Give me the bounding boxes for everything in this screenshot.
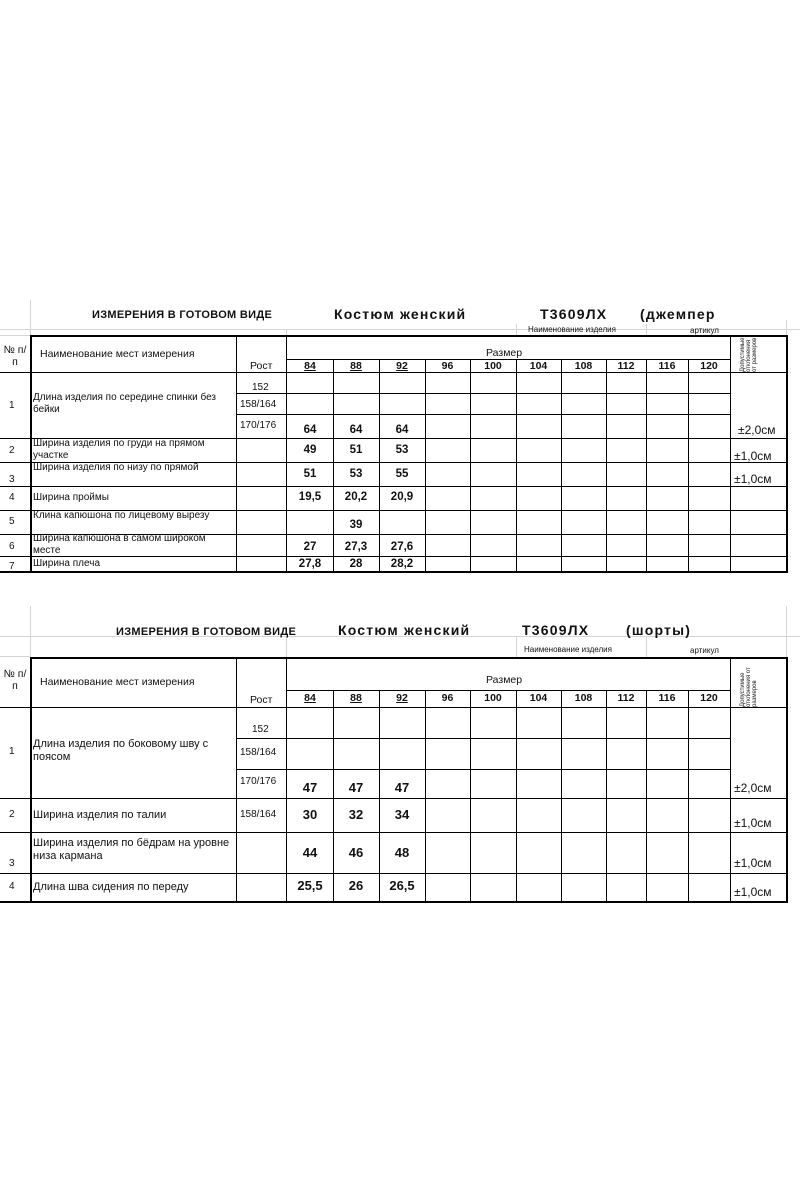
measure-value: 47: [302, 780, 318, 795]
measure-value: 27,3: [344, 541, 368, 553]
measure-value: 34: [394, 807, 410, 822]
measure-value: 25,5: [297, 878, 323, 893]
header-size: Размер: [486, 674, 523, 686]
measure-value: 51: [349, 444, 363, 456]
size-header: 84: [304, 360, 316, 372]
size-header: 100: [484, 692, 502, 704]
product-name: Костюм женский: [334, 306, 467, 322]
measure-value: 55: [395, 468, 409, 480]
measure-value: 19,5: [298, 491, 322, 503]
measure-name: Ширина изделия по бёдрам на уровне низа кармана: [33, 837, 230, 862]
measure-value: 64: [395, 424, 409, 436]
measure-value: 28,2: [390, 558, 414, 570]
label-article: артикул: [690, 326, 719, 335]
size-header: 120: [700, 692, 718, 704]
measure-value: 20,2: [344, 491, 368, 503]
measure-value: 30: [302, 807, 318, 822]
measure-value: 27: [303, 541, 317, 553]
product-article: Т3609ЛХ: [522, 622, 590, 638]
row-number: 4: [9, 881, 15, 892]
size-header: 108: [574, 360, 593, 372]
tolerance-value: ±1,0см: [734, 885, 772, 899]
measure-value: 28: [349, 558, 363, 570]
size-header: 84: [304, 692, 316, 704]
height-value: 158/164: [240, 809, 277, 820]
row-number: 3: [9, 474, 15, 485]
measure-value: 32: [348, 807, 364, 822]
measure-name: Ширина изделия по талии: [33, 809, 167, 821]
size-header: 116: [658, 692, 676, 704]
measure-name: Клина капюшона по лицевому вырезу: [33, 510, 210, 521]
measure-value: 46: [348, 845, 364, 860]
height-value: 170/176: [240, 776, 277, 787]
header-tolerance: Допустимые отклонения от размеров: [740, 667, 758, 707]
measure-value: 48: [394, 845, 410, 860]
header-number: № п/п: [3, 344, 27, 369]
measure-name: Ширина изделия по груди на прямом участке: [33, 438, 205, 461]
measure-name: Ширина изделия по низу по прямой: [33, 462, 199, 473]
height-value: 152: [252, 724, 269, 735]
row-number: 5: [9, 516, 15, 527]
row-number: 7: [9, 561, 15, 572]
row-number: 2: [9, 445, 15, 456]
label-product-name: Наименование изделия: [528, 325, 616, 334]
measure-value: 47: [348, 780, 364, 795]
measure-value: 26,5: [389, 878, 415, 893]
product-name: Костюм женский: [338, 622, 471, 638]
tolerance-value: ±2,0см: [738, 423, 776, 437]
measure-value: 53: [395, 444, 409, 456]
height-value: 158/164: [240, 747, 277, 758]
measure-name: Ширина плеча: [33, 558, 101, 569]
product-article: Т3609ЛХ: [540, 306, 608, 322]
size-header: 112: [617, 360, 635, 372]
size-header: 116: [658, 360, 676, 372]
header-size: Размер: [486, 347, 523, 359]
measure-value: 64: [303, 424, 317, 436]
row-number: 3: [9, 858, 15, 869]
size-header: 96: [441, 360, 454, 372]
header-tolerance: Допустимые отклонения от размеров: [740, 337, 758, 372]
tolerance-value: ±1,0см: [734, 856, 772, 870]
sheet-title: ИЗМЕРЕНИЯ В ГОТОВОМ ВИДЕ: [116, 626, 297, 638]
tolerance-value: ±1,0см: [734, 449, 772, 463]
measure-value: 27,8: [298, 558, 322, 570]
label-product-name: Наименование изделия: [524, 645, 612, 654]
header-measure-name: Наименование мест измерения: [40, 348, 195, 360]
product-type: (джемпер: [640, 306, 716, 322]
jumper-measurement-table: [0, 300, 800, 575]
row-number: 1: [9, 400, 15, 411]
header-number: № п/п: [3, 668, 27, 693]
row-number: 2: [9, 809, 15, 820]
measure-name: Длина шва сидения по переду: [33, 881, 189, 893]
measure-name: Ширина капюшона в самом широком месте: [33, 533, 206, 556]
row-number: 6: [9, 541, 15, 552]
tolerance-value: ±1,0см: [734, 472, 772, 486]
size-header: 88: [350, 360, 362, 372]
tolerance-value: ±2,0см: [734, 781, 772, 795]
size-header: 92: [396, 692, 408, 704]
measure-name: Ширина проймы: [33, 492, 109, 503]
height-value: 152: [252, 382, 269, 393]
header-height: Рост: [250, 360, 273, 372]
tolerance-value: ±1,0см: [734, 816, 772, 830]
size-header: 96: [441, 692, 454, 704]
size-header: 88: [350, 692, 362, 704]
measure-value: 44: [302, 845, 318, 860]
size-header: 104: [529, 692, 548, 704]
height-value: 158/164: [240, 399, 277, 410]
size-header: 120: [700, 360, 718, 372]
measure-value: 39: [349, 519, 363, 531]
measure-value: 20,9: [390, 491, 414, 503]
height-value: 170/176: [240, 420, 277, 431]
size-header: 104: [529, 360, 548, 372]
label-article: артикул: [690, 646, 719, 655]
measure-name: Длина изделия по боковому шву с поясом: [33, 738, 209, 763]
measure-value: 49: [303, 444, 317, 456]
measure-value: 26: [348, 878, 364, 893]
measure-name: Длина изделия по середине спинки без бейки: [33, 392, 216, 415]
measure-value: 27,6: [390, 541, 414, 553]
size-header: 92: [396, 360, 408, 372]
size-header: 108: [574, 692, 593, 704]
row-number: 4: [9, 492, 15, 503]
size-header: 100: [484, 360, 502, 372]
measure-value: 64: [349, 424, 363, 436]
header-measure-name: Наименование мест измерения: [40, 676, 195, 688]
sheet-title: ИЗМЕРЕНИЯ В ГОТОВОМ ВИДЕ: [92, 309, 273, 321]
size-header: 112: [617, 692, 635, 704]
measure-value: 47: [394, 780, 410, 795]
header-height: Рост: [250, 694, 273, 706]
measure-value: 53: [349, 468, 363, 480]
measure-value: 51: [303, 468, 317, 480]
product-type: (шорты): [626, 622, 692, 638]
shorts-measurement-table: [0, 606, 800, 904]
row-number: 1: [9, 746, 15, 757]
